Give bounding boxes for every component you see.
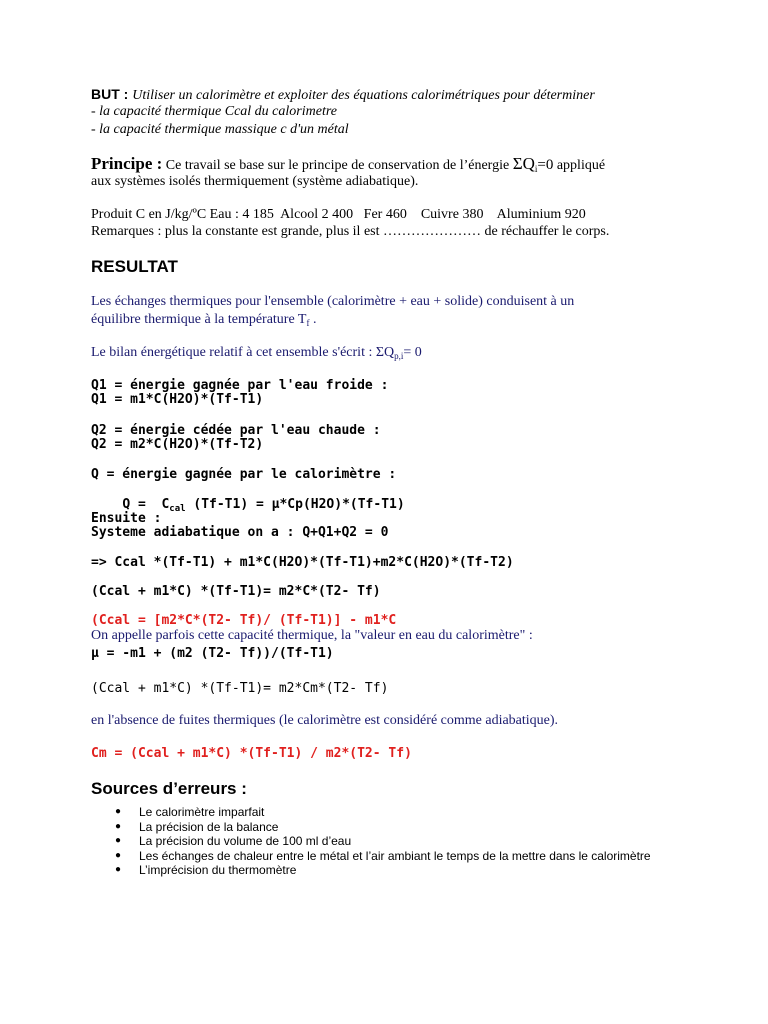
- bullet-icon: ●: [115, 864, 122, 875]
- but-line: [91, 86, 595, 104]
- principe-text: Ce travail se base sur le principe de conservation de l’énergie: [165, 158, 510, 173]
- bullet-icon: ●: [115, 806, 122, 817]
- systeme-adiabatique: Systeme adiabatique on a : Q+Q1+Q2 = 0: [91, 525, 389, 540]
- sources-list: [113, 805, 659, 878]
- cm-formula-red: Cm = (Ccal + m1*C) *(Tf-T1) / m2*(T2- Tf): [91, 746, 412, 761]
- resultat-para-line-1: Les échanges thermiques pour l'ensemble (calorimètre + eau + solide) conduisent à un: [91, 294, 575, 309]
- ccal-formula-red: (Ccal = [m2*C*(T2- Tf)/ (Tf-T1)] - m1*C: [91, 613, 397, 628]
- principe-label: Principe :: [91, 154, 163, 173]
- valeur-en-eau-line: On appelle parfois cette capacité thermique, la "valeur en eau du calorimètre" :: [91, 628, 533, 643]
- bilan-sub: p,i: [394, 351, 404, 361]
- ensuite-label: Ensuite :: [91, 511, 162, 526]
- but-text: Utiliser un calorimètre et exploiter des équations calorimétriques pour déterminer: [132, 88, 595, 103]
- list-item-text: L’imprécision du thermomètre: [139, 863, 297, 877]
- sigma-eq: =0: [537, 157, 554, 173]
- sigma-q: ΣQ: [512, 154, 535, 173]
- ccal-sub: cal: [169, 504, 186, 514]
- list-item-text: Le calorimètre imparfait: [139, 805, 265, 819]
- bilan-line: [91, 345, 422, 361]
- bullet-icon: ●: [115, 820, 122, 832]
- list-item: [113, 849, 659, 864]
- equilibre-end: .: [309, 312, 317, 327]
- but-label: BUT :: [91, 86, 129, 102]
- remarques-line: Remarques : plus la constante est grande, plus il est ………………… de réchauffer le corps.: [91, 224, 610, 239]
- sources-heading: Sources d’erreurs :: [91, 779, 247, 798]
- tf-sub: f: [306, 318, 310, 328]
- principe-applique: appliqué: [556, 158, 606, 173]
- cm-equation: (Ccal + m1*C) *(Tf-T1)= m2*Cm*(T2- Tf): [91, 681, 389, 696]
- bullet-icon: ●: [115, 849, 122, 861]
- list-item-text: La précision du volume de 100 ml d’eau: [139, 834, 352, 848]
- resultat-para-line-2: [91, 312, 316, 328]
- principe-line-2: aux systèmes isolés thermiquement (système adiabatique).: [91, 174, 419, 189]
- q-eq-end: (Tf-T1) = µ*Cp(H2O)*(Tf-T1): [185, 497, 405, 512]
- list-item: [113, 820, 659, 835]
- resultat-heading: RESULTAT: [91, 257, 178, 276]
- bilan-text: Le bilan énergétique relatif à cet ensemble s'écrit : ΣQ: [91, 345, 395, 360]
- list-item-text: Les échanges de chaleur entre le métal et l’air ambiant le temps de la mettre dans le calorimètre: [139, 848, 651, 863]
- equilibre-text: équilibre thermique à la température T: [91, 312, 307, 327]
- produit-line: Produit C en J/kg/ºC Eau : 4 185 Alcool 2 400 Fer 460 Cuivre 380 Aluminium 920: [91, 207, 586, 222]
- ccal-equation: (Ccal + m1*C) *(Tf-T1)= m2*C*(T2- Tf): [91, 584, 381, 599]
- list-item: [113, 834, 659, 849]
- list-item: [113, 805, 659, 820]
- but-item-ccal: - la capacité thermique Ccal du calorimetre: [91, 104, 337, 119]
- list-item-text: La précision de la balance: [139, 819, 279, 834]
- implies-equation: => Ccal *(Tf-T1) + m1*C(H2O)*(Tf-T1)+m2*C(H2O)*(Tf-T2): [91, 555, 514, 570]
- q2-equation: Q2 = m2*C(H2O)*(Tf-T2): [91, 437, 264, 452]
- q2-definition: Q2 = énergie cédée par l'eau chaude :: [91, 423, 381, 438]
- mu-equation: µ = -m1 + (m2 (T2- Tf))/(Tf-T1): [91, 646, 334, 661]
- q-eq-start: Q = C: [122, 497, 170, 512]
- q1-equation: Q1 = m1*C(H2O)*(Tf-T1): [91, 392, 264, 407]
- q-definition: Q = énergie gagnée par le calorimètre :: [91, 467, 397, 482]
- list-item: [113, 863, 659, 878]
- bilan-eq: = 0: [403, 345, 422, 360]
- absence-fuites-line: en l'absence de fuites thermiques (le calorimètre est considéré comme adiabatique).: [91, 713, 559, 728]
- but-item-c-metal: - la capacité thermique massique c d'un métal: [91, 122, 349, 137]
- bullet-icon: ●: [115, 835, 122, 846]
- q1-definition: Q1 = énergie gagnée par l'eau froide :: [91, 378, 389, 393]
- sigma-sub: i: [534, 164, 538, 174]
- principe-line: [91, 154, 605, 174]
